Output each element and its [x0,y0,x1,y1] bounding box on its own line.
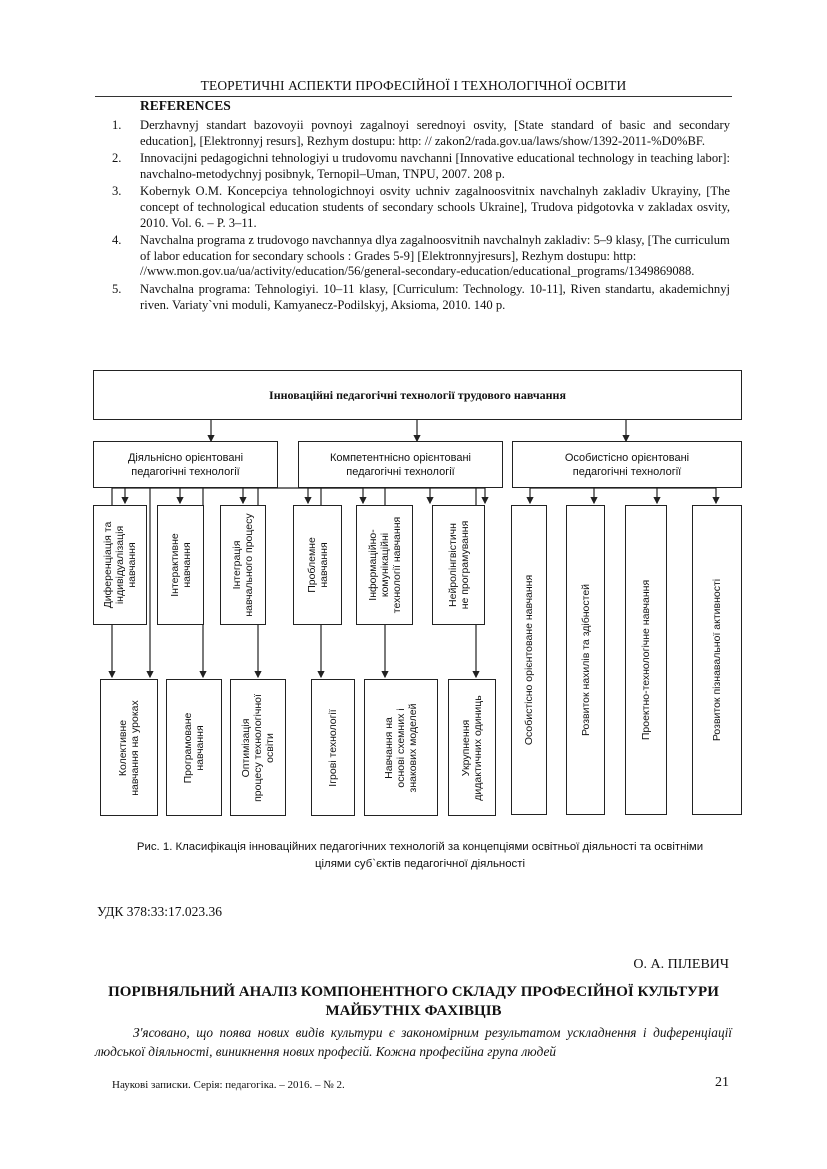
tech-label: Укрупнення дидактичних одиниць [460,694,484,801]
tech-box [166,679,222,816]
page-number: 21 [715,1075,729,1090]
running-header: ТЕОРЕТИЧНІ АСПЕКТИ ПРОФЕСІЙНОЇ І ТЕХНОЛОГІЧНОЇ ОСВІТИ [200,78,627,93]
reference-number: 1. [112,118,122,132]
category-label: Особистісно орієнтовані педагогічні технології [564,451,690,478]
tech-label: Диференціація та індивідуалізація навчання [102,521,138,609]
tech-box [93,505,147,625]
tech-box [157,505,204,625]
tech-label: Інформаційно- комунікаційні технології навчання [366,516,403,614]
tech-box-tall [566,505,605,815]
tech-box [356,505,413,625]
reference-text: Derzhavnyj standart bazovoyii povnoyi zagalnoyi serednoyi osvity, [State standard of basic and secondary education], [Elektronnyj resurs], Rezhym dostupu: http: // zakon2/rada.gov.ua/laws/show/1392-2011-%D0%BF. [140,118,730,148]
diagram-root-label: Інноваційні педагогічні технології трудового навчання [269,388,566,402]
tech-box [230,679,286,816]
tech-box [364,679,438,816]
tech-box [293,505,342,625]
reference-text: Innovacijni pedagogichni tehnologiyi u trudovomu navchanni [Innovative educational technology in teaching labor]: navchalno-metodychnyj posibnyk, Ternopil–Uman, TNPU, 2007. 208 p. [140,151,730,181]
category-label: Діяльнісно орієнтовані педагогічні технології [127,451,244,478]
tech-box-tall [511,505,547,815]
article-title: ПОРІВНЯЛЬНИЙ АНАЛІЗ КОМПОНЕНТНОГО СКЛАДУ ПРОФЕСІЙНОЇ КУЛЬТУРИ МАЙБУТНІХ ФАХІВЦІВ [108,984,719,1019]
tech-label: Проблемне навчання [305,537,330,593]
reference-number: 3. [112,184,122,199]
category-box-activity [93,441,278,488]
abstract-text: З'ясовано, що поява нових видів культури є закономірним результатом ускладнення і диференціації людської діяльності, виникнення нових професій. Кожна професійна група людей [95,1025,732,1059]
tech-box [448,679,496,816]
figure-caption [110,839,730,873]
category-label: Компетентнісно орієнтовані педагогічні технології [330,451,471,478]
tech-box [311,679,355,816]
tech-label: Інтеграція навчального процесу [231,513,255,617]
tech-label: Особистісно орієнтоване навчання [523,574,535,746]
references-title: REFERENCES [140,98,231,113]
tech-label: Ігрові технології [327,708,339,787]
tech-box [100,679,158,816]
caption-line: Рис. 1. Класифікація інноваційних педагогічних технологій за концепціями освітньої діяльності та освітніми [136,841,704,853]
tech-box-tall [692,505,742,815]
tech-label: Проектно-технологічне навчання [640,579,652,741]
tech-label: Навчання на основі схемних і знакових моделей [383,703,419,792]
reference-number: 4. [112,233,122,248]
tech-box [432,505,485,625]
article-author: О. А. ПІЛЕВИЧ [633,957,729,972]
tech-label: Розвиток нахилів та здібностей [579,583,592,737]
category-box-personal [512,441,742,488]
reference-number: 5. [112,281,122,296]
tech-label: Оптимізація процесу технологічної освіти [240,693,276,802]
tech-label: Колективне навчання на уроках [117,699,141,796]
tech-label: Розвиток пізнавальної активності [711,578,723,742]
tech-label: Програмоване навчання [182,712,206,783]
diagram-root-box [93,370,742,420]
udk-code: УДК 378:33:17.023.36 [97,904,223,919]
tech-box-tall [625,505,667,815]
tech-label: Інтерактивне навчання [168,533,193,597]
category-box-competence [298,441,503,488]
reference-text: Kobernyk O.M. Koncepciya tehnologichnoyi osvity uchniv zagalnoosvitnix navchalnyh zakladiv Ukrayiny, [The concept of technological education students of secondary schools Ukraine], Trudova pidgotovka v zakladax osvity, 2010. Vol. 6. – P. 3–11. [140,184,730,230]
tech-box [220,505,266,625]
reference-number: 2. [112,151,122,166]
footer-journal: Наукові записки. Серія: педагогіка. – 2016. – № 2. [112,1079,345,1091]
caption-line: цілями суб`єктів педагогічної діяльності [315,858,525,870]
reference-text: Navchalna programa: Tehnologiyi. 10–11 klasy, [Curriculum: Technology. 10-11], Riven standartu, akademichnyj riven. Variaty`vni moduli, Kamyanecz-Podilskyj, Aksioma, 2010. 140 p. [140,281,730,312]
tech-label: Нейролінгвістичн не програмування [446,520,471,610]
reference-text: Navchalna programa z trudovogo navchannya dlya zagalnoosvitnih navchalnyh zakladiv: 5–9 klasy, [The curriculum of labor education for secondary schools : Grades 5-9] [Elektronnyjresurs], Rezhym dostupu: http: //www.mon.gov.ua/ua/activity/education/56/general-secondary-education/educational_programs/1349869088. [140,233,730,279]
